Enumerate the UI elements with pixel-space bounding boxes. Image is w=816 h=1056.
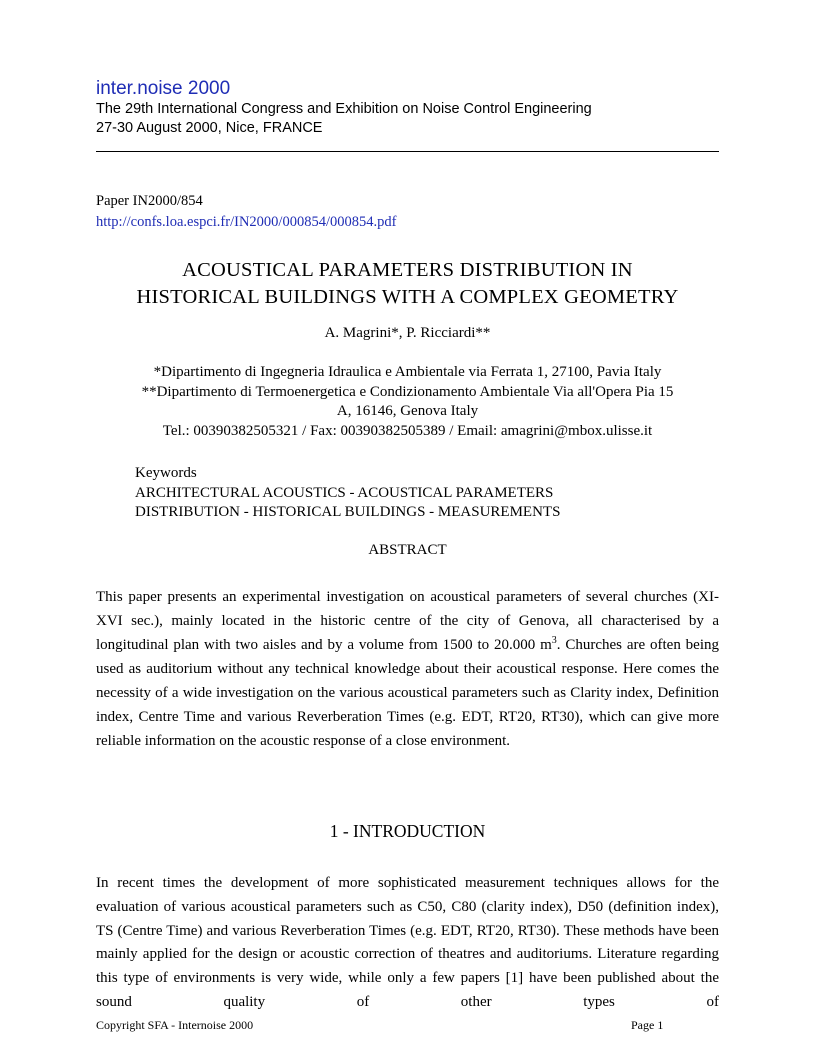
footer-copyright: Copyright SFA - Internoise 2000 (96, 1018, 254, 1032)
affiliation-line: **Dipartimento di Termoenergetica e Condizionamento Ambientale Via all'Opera Pia 15 (141, 383, 674, 400)
keywords-label: Keywords (135, 465, 197, 481)
affiliation-line: A, 16146, Genova Italy (336, 403, 479, 419)
paper-url-link[interactable]: http://confs.loa.espci.fr/IN2000/000854/000854.pdf (96, 214, 397, 230)
paper-title (96, 257, 719, 311)
introduction-heading: 1 - INTRODUCTION (329, 821, 486, 841)
conference-description: The 29th International Congress and Exhibition on Noise Control Engineering (96, 101, 592, 117)
abstract-body (96, 585, 719, 753)
footer-page-number: Page 1 (631, 1018, 664, 1032)
header-divider (96, 151, 719, 152)
abstract-paragraph (96, 585, 719, 753)
superscript: 3 (551, 635, 557, 646)
introduction-paragraph: In recent times the development of more sophisticated measurement techniques allows for the evaluation of various acoustical parameters such as C50, C80 (clarity index), D50 (definition index), TS (Centre Time) and various Reverberation Times (e.g. EDT, RT20, RT30). These methods have been mainly applied for the design or acoustic correction of theatres and auditoriums. Literature regarding this type of environments is very wide, while only a few papers [1] have been published about the sound quality of other types of (96, 875, 719, 1010)
introduction-body (96, 872, 719, 1015)
conference-name: inter.noise 2000 (96, 78, 231, 99)
abstract-text-part2: . Churches are often being used as auditorium without any technical knowledge about their acoustical response. Here comes the necessity of a wide investigation on the various acoustical parameters such as Clarity index, Definition index, Centre Time and various Reverberation Times (e.g. EDT, RT20, RT30), which can give more reliable information on the acoustic response of a close environment. (96, 637, 719, 749)
contact-line: Tel.: 00390382505321 / Fax: 00390382505389 / Email: amagrini@mbox.ulisse.it (162, 422, 653, 439)
affiliation-line: *Dipartimento di Ingegneria Idraulica e Ambientale via Ferrata 1, 27100, Pavia Italy (153, 364, 662, 380)
keywords-block (135, 464, 560, 523)
authors: A. Magrini*, P. Ricciardi** (324, 325, 491, 341)
abstract-text-part1: This paper presents an experimental investigation on acoustical parameters of several churches (XI-XVI sec.), mainly located in the historic centre of the city of Genova, all characterised by a longitudinal plan with two aisles and by a volume from 1500 to 20.000 m (96, 589, 719, 653)
affiliations (96, 363, 719, 441)
abstract-heading: ABSTRACT (368, 542, 447, 558)
conference-dates: 27-30 August 2000, Nice, FRANCE (96, 120, 323, 136)
paper-id: Paper IN2000/854 (96, 193, 203, 209)
keywords-line: DISTRIBUTION - HISTORICAL BUILDINGS - MEASUREMENTS (135, 504, 561, 520)
title-line-2: HISTORICAL BUILDINGS WITH A COMPLEX GEOMETRY (136, 286, 679, 308)
keywords-line: ARCHITECTURAL ACOUSTICS - ACOUSTICAL PARAMETERS (135, 484, 554, 501)
title-line-1: ACOUSTICAL PARAMETERS DISTRIBUTION IN (182, 259, 633, 281)
